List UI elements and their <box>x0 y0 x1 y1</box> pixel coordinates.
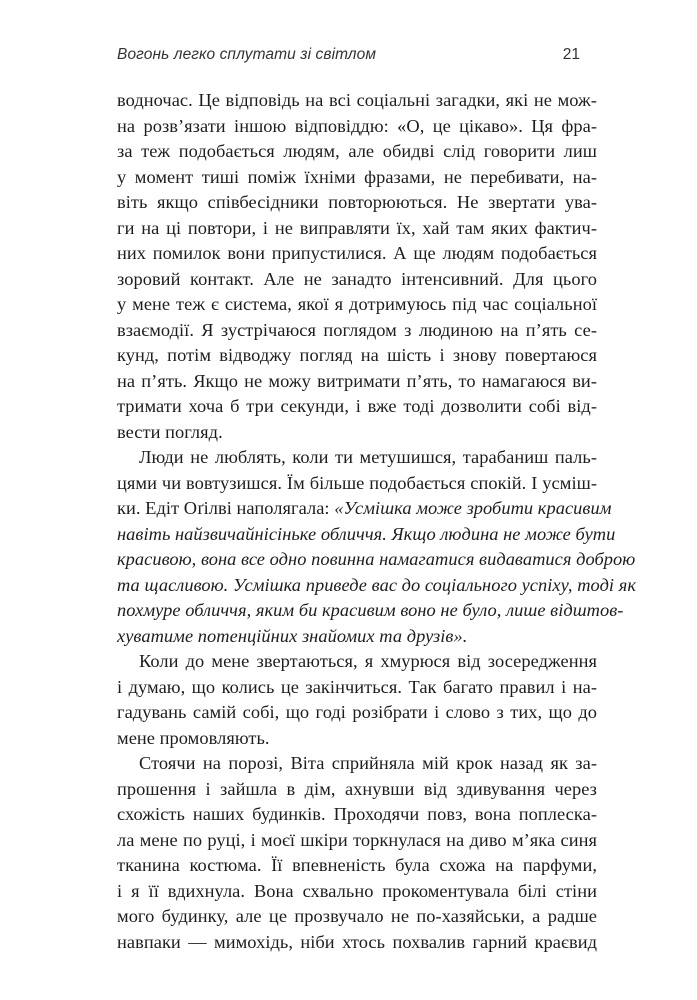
quote-segment: «Усмішка може зробити красивим <box>334 498 612 518</box>
text-line: за теж подобається людям, але обидві слід говорити лиш <box>117 141 597 161</box>
text-line: Стоячи на порозі, Віта сприйняла мій крок назад як за- <box>139 753 597 773</box>
text-line: у мене теж є система, якої я дотримуюсь під час соціальної <box>117 294 597 314</box>
quote-line: красивою, вона все одно повинна намагатися видаватися доброю <box>117 549 636 569</box>
text-line: вести погляд. <box>117 421 223 442</box>
text-line: на п’ять. Якщо не можу витримати п’ять, то намагаюся ви- <box>117 370 597 391</box>
text-line: цями чи вовтузишся. Їм більше подобається спокій. І усміш- <box>117 472 597 493</box>
text-segment: ки. Едіт Оґілві наполягала: <box>117 498 335 518</box>
text-line: зоровий контакт. Але не занадто інтенсивний. Для цього <box>117 268 597 289</box>
text-line-mixed <box>117 496 612 522</box>
quote-line: навіть найзвичайнісіньке обличчя. Якщо людина не може бути <box>117 523 616 544</box>
text-line: кунд, потім відводжу погляд на шість і знову повертаюся <box>117 345 597 365</box>
text-line: Коли до мене звертаються, я хмурюся від зосередження <box>139 651 597 671</box>
running-title: Вогонь легко сплутати зі світлом <box>117 46 377 63</box>
text-line: взаємодії. Я зустрічаюся поглядом з людиною на п’ять се- <box>117 319 597 340</box>
text-line: віть якщо співбесідники повторюються. Не звертати ува- <box>117 192 597 212</box>
text-line: мене промовляють. <box>117 727 270 748</box>
text-line: і думаю, що колись це закінчиться. Так багато правил і на- <box>117 676 597 697</box>
quote-line: хуватиме потенційних знайомих та друзів». <box>117 625 468 646</box>
quote-line: та щасливою. Усмішка приведе вас до соціального успіху, тоді як <box>117 574 636 595</box>
text-line: тканина костюма. Її впевненість була схожа на парфуми, <box>117 855 597 875</box>
text-line: водночас. Це відповідь на всі соціальні загадки, які не мож- <box>117 90 597 110</box>
text-line: ги на ці повтори, і не виправляти їх, хай там яких фактич- <box>117 217 597 238</box>
text-line: Люди не люблять, коли ти метушишся, тарабаниш паль- <box>139 447 597 467</box>
running-header <box>117 46 580 70</box>
text-line: на розв’язати іншою відповіддю: «О, це цікаво». Ця фра- <box>117 115 597 136</box>
text-line: тримати хоча б три секунди, і вже тоді дозволити собі від- <box>117 396 597 416</box>
text-line: ла мене по руці, і моєї шкіри торкнулася на диво м’яка синя <box>117 829 597 850</box>
text-line: них помилок вони припустилися. А ще людям подобається <box>117 243 597 263</box>
text-line: навпаки — мимохідь, ніби хтось похвалив гарний краєвид <box>117 931 597 952</box>
text-line: і я її вдихнула. Вона схвально прокоментувала білі стіни <box>117 880 597 901</box>
text-line: прошення і зайшла в дім, ахнувши від здивування через <box>117 778 597 799</box>
text-line: гадувань самій собі, що годі розібрати і слово з тих, що до <box>117 702 597 722</box>
text-line: у момент тиші поміж їхніми фразами, не перебивати, на- <box>117 166 597 187</box>
page-number: 21 <box>562 46 580 63</box>
text-line: схожість наших будинків. Проходячи повз, вона поплеска- <box>117 804 597 824</box>
text-line: мого будинку, але це прозвучало не по-хазяйськи, а радше <box>117 906 597 926</box>
body-text <box>117 88 636 955</box>
quote-line: похмуре обличчя, яким би красивим воно не було, лише відштов- <box>117 600 624 620</box>
